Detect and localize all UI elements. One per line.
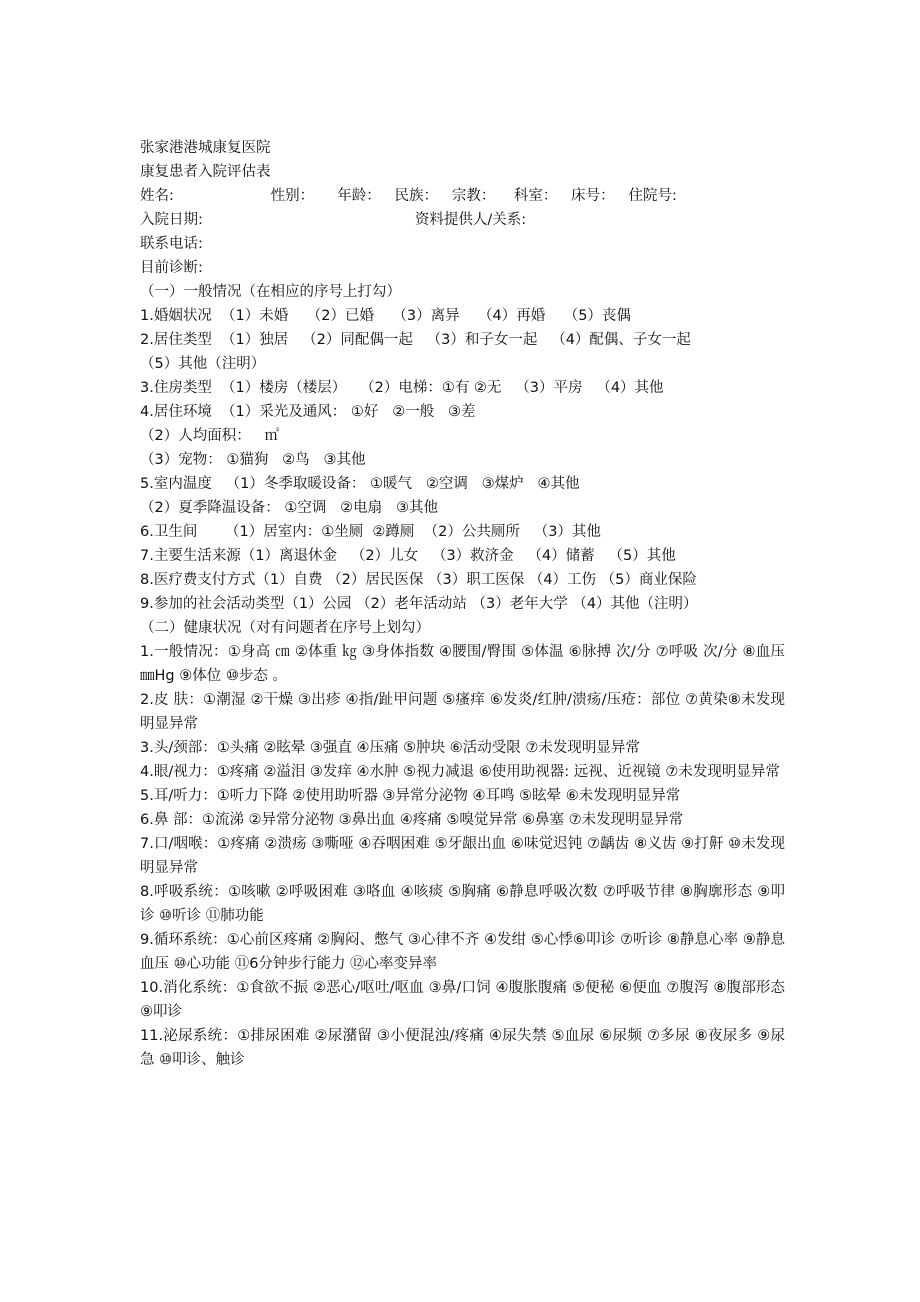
general-item: 5.室内温度 （1）冬季取暖设备： ①暖气 ②空调 ③煤炉 ④其他	[140, 476, 580, 492]
section-health-title: （二）健康状况（对有问题者在序号上划勾）	[140, 620, 430, 636]
general-item: 7.主要生活来源（1）离退休金 （2）儿女 （3）救济金 （4）储蓄 （5）其他	[140, 548, 676, 564]
general-item: 4.居住环境 （1）采光及通风： ①好 ②一般 ③差	[140, 404, 476, 420]
current-diagnosis-field: 目前诊断:	[140, 260, 203, 276]
general-item: （3）宠物： ①猫狗 ②鸟 ③其他	[140, 452, 366, 468]
health-item: 3.头/颈部：①头痛 ②眩晕 ③强直 ④压痛 ⑤肿块 ⑥活动受限 ⑦未发现明显异常	[140, 740, 640, 756]
health-item: 11.泌尿系统：①排尿困难 ②尿潴留 ③小便混浊/疼痛 ④尿失禁 ⑤血尿 ⑥尿频 ⑦多尿 ⑧夜尿多 ⑨尿急 ⑩叩诊、触诊	[140, 1028, 785, 1068]
health-item: 8.呼吸系统：①咳嗽 ②呼吸困难 ③咯血 ④咳痰 ⑤胸痛 ⑥静息呼吸次数 ⑦呼吸节律 ⑧胸廓形态 ⑨叩诊 ⑩听诊 ⑪肺功能	[140, 884, 785, 924]
health-item: 1.一般情况：①身高 ㎝ ②体重 ㎏ ③身体指数 ④腰围/臀围 ⑤体温 ⑥脉搏 次/分 ⑦呼吸 次/分 ⑧血压 ㎜Hg ⑨体位 ⑩步态 。	[140, 644, 785, 684]
general-item: 2.居住类型 （1）独居 （2）同配偶一起 （3）和子女一起 （4）配偶、子女一起	[140, 332, 691, 348]
section-general-title: （一）一般情况（在相应的序号上打勾）	[140, 284, 401, 300]
general-item: 9.参加的社会活动类型（1）公园 （2）老年活动站 （3）老年大学 （4）其他（注明）	[140, 596, 698, 612]
general-item: 3.住房类型 （1）楼房（楼层） （2）电梯：①有 ②无 （3）平房 （4）其他	[140, 380, 664, 396]
patient-info-row-2: 入院日期: 资料提供人/关系:	[140, 212, 527, 228]
general-item: （5）其他（注明）	[140, 356, 266, 372]
hospital-name: 张家港港城康复医院	[140, 140, 271, 156]
health-item: 2.皮 肤：①潮湿 ②干燥 ③出疹 ④指/趾甲问题 ⑤瘙痒 ⑥发炎/红肿/溃疡/压疮：部位 ⑦黄染⑧未发现明显异常	[140, 692, 785, 732]
general-item: （2）夏季降温设备： ①空调 ②电扇 ③其他	[140, 500, 438, 516]
health-item: 6.鼻 部：①流涕 ②异常分泌物 ③鼻出血 ④疼痛 ⑤嗅觉异常 ⑥鼻塞 ⑦未发现明显异常	[140, 812, 684, 828]
health-item: 5.耳/听力：①听力下降 ②使用助听器 ③异常分泌物 ④耳鸣 ⑤眩晕 ⑥未发现明显异常	[140, 788, 681, 804]
general-item: 8.医疗费支付方式（1）自费 （2）居民医保 （3）职工医保 （4）工伤 （5）商业保险	[140, 572, 697, 588]
health-item: 4.眼/视力：①疼痛 ②溢泪 ③发痒 ④水肿 ⑤视力减退 ⑥使用助视器: 远视、近视镜 ⑦未发现明显异常	[140, 764, 780, 780]
patient-info-row-1: 姓名: 性别： 年龄： 民族： 宗教： 科室： 床号： 住院号:	[140, 188, 677, 204]
general-item: （2）人均面积： ㎡	[140, 428, 280, 444]
contact-phone-field: 联系电话:	[140, 236, 203, 252]
general-item: 1.婚姻状况 （1）未婚 （2）已婚 （3）离异 （4）再婚 （5）丧偶	[140, 308, 631, 324]
health-item: 7.口/咽喉：①疼痛 ②溃疡 ③嘶哑 ④吞咽困难 ⑤牙龈出血 ⑥味觉迟钝 ⑦龋齿 ⑧义齿 ⑨打鼾 ⑩未发现明显异常	[140, 836, 785, 876]
health-item: 10.消化系统：①食欲不振 ②恶心/呕吐/呕血 ③鼻/口饲 ④腹胀腹痛 ⑤便秘 ⑥便血 ⑦腹泻 ⑧腹部形态 ⑨叩诊	[140, 980, 785, 1020]
form-title: 康复患者入院评估表	[140, 164, 271, 180]
form-body	[140, 136, 785, 1072]
health-item: 9.循环系统：①心前区疼痛 ②胸闷、憋气 ③心律不齐 ④发绀 ⑤心悸⑥叩诊 ⑦听诊 ⑧静息心率 ⑨静息血压 ⑩心功能 ⑪6分钟步行能力 ⑫心率变异率	[140, 932, 785, 972]
general-item: 6.卫生间 （1）居室内：①坐厕 ②蹲厕 （2）公共厕所 （3）其他	[140, 524, 601, 540]
